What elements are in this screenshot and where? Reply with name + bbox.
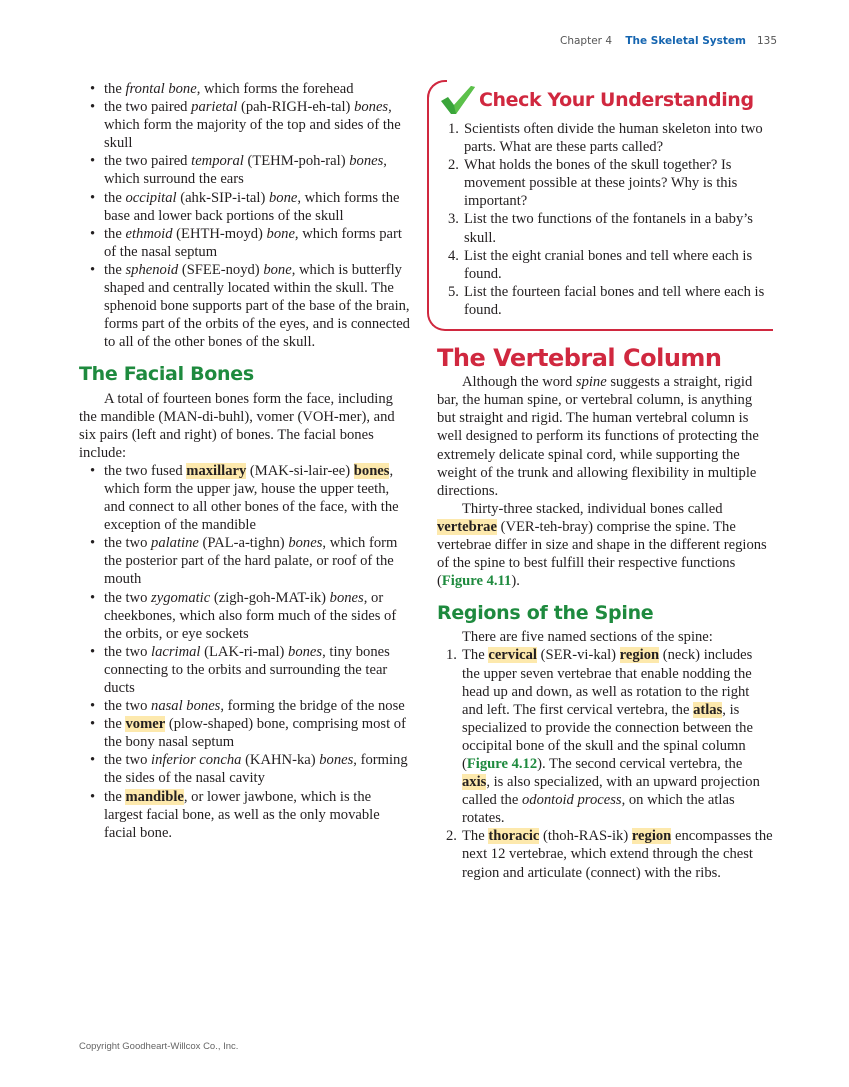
review-questions — [439, 120, 773, 319]
list-item — [104, 261, 411, 351]
text-run: (SFEE-noyd) — [178, 261, 264, 278]
text-run: , which form the majority of the top and sides of the skull — [104, 99, 401, 152]
text-run: the — [104, 716, 126, 733]
text-run: (thoh-RAS-ik) — [539, 828, 632, 845]
question-text: List the fourteen facial bones and tell where each is found. — [464, 283, 765, 318]
text-run: , which form the posterior part of the hard palate, or roof of the mouth — [104, 535, 398, 588]
list-item — [104, 462, 411, 534]
text-run: , forming the sides of the nasal cavity — [104, 752, 408, 787]
text-run: the two fused — [104, 462, 187, 479]
key-term: cervical — [488, 647, 537, 664]
question-text: What holds the bones of the skull together? Is movement possible at these joints? Why is this important? — [464, 157, 738, 210]
text-run: , which forms part of the nasal septum — [104, 225, 402, 260]
text-run: the two — [104, 643, 152, 660]
question-text: Scientists often divide the human skeleton into two parts. What are these parts called? — [464, 121, 763, 156]
text-run: , which form the upper jaw, house the upper teeth, and connect to all other bones of the face, with the exception of the mandible — [104, 462, 399, 534]
italic-term: parietal — [191, 99, 238, 116]
text-run: (MAK-si-lair-ee) — [246, 462, 354, 479]
italic-term: occipital — [125, 189, 177, 206]
italic-term: temporal — [191, 153, 244, 170]
key-term: axis — [462, 774, 487, 791]
text-run: , which is butterfly shaped and centrally located within the skull. The sphenoid bone supports part of the base of the brain, forms part of the orbits of the eyes, and is connected to all of the other bones of the skull. — [104, 261, 410, 351]
italic-term: bone — [263, 261, 292, 278]
text-run: (zigh-goh-MAT-ik) — [210, 589, 330, 606]
text-run: suggests a straight, rigid bar, the human spine, or vertebral column, is anything but straight and rigid. The human vertebral column is well designed to perform its functions of protecting the extremely delicate spinal cord, while supporting the weight of the trunk and allowing flexibility in multiple directions. — [437, 374, 759, 499]
text-run: the — [104, 788, 126, 805]
italic-term: bones — [329, 589, 364, 606]
question-number: 2. — [448, 157, 459, 174]
text-run: (plow-shaped) bone, comprising most of the bony nasal septum — [104, 716, 406, 751]
text-run: Thirty-three stacked, individual bones called — [462, 500, 723, 517]
text-run: (VER-teh-bray) comprise the spine. The vertebrae differ in size and shape in the different regions of the spine to best fulfill their respective functions ( — [437, 518, 767, 590]
italic-term: bones — [349, 153, 384, 170]
question-number: 1. — [448, 121, 459, 137]
chapter-title: The Skeletal System — [625, 35, 746, 47]
text-run: (ahk-SIP-i-tal) — [176, 189, 269, 206]
italic-term: ethmoid — [125, 225, 173, 242]
text-run: (SER-vi-kal) — [536, 647, 620, 664]
list-item — [104, 589, 411, 643]
text-run: (KAHN-ka) — [241, 752, 320, 769]
text-run: , tiny bones connecting to the orbits and surrounding the tear ducts — [104, 643, 390, 696]
list-item — [104, 751, 411, 787]
text-run: , or lower jawbone, which is the largest facial bone, as well as the only movable facial bone. — [104, 788, 380, 841]
text-run: , is also specialized, with an upward projection called the — [462, 774, 760, 809]
text-run: , is specialized to provide the connection between the occipital bone of the skull and the spinal column ( — [462, 701, 753, 772]
body-paragraph — [437, 500, 773, 590]
italic-term: odontoid process — [521, 792, 622, 809]
text-run: the — [104, 225, 126, 242]
italic-term: nasal bones — [151, 698, 221, 715]
question-number: 5. — [448, 283, 459, 300]
check-your-understanding-title: Check Your Understanding — [479, 88, 754, 111]
key-term: maxillary — [186, 462, 247, 479]
text-run: the two — [104, 752, 152, 769]
key-term: region — [631, 828, 672, 845]
text-run: , which surround the ears — [104, 153, 387, 188]
text-run: , which forms the forehead — [196, 81, 354, 97]
regions-intro: There are five named sections of the spine: — [462, 629, 713, 646]
italic-term: bone — [268, 189, 298, 206]
text-run: the two — [104, 535, 152, 552]
list-item — [104, 80, 411, 98]
text-run: The — [462, 647, 489, 664]
body-paragraph — [437, 373, 773, 500]
figure-reference: Figure 4.11 — [441, 573, 512, 590]
review-question — [448, 120, 773, 156]
text-run: (EHTH-moyd) — [172, 225, 267, 242]
right-column — [437, 80, 773, 882]
italic-term: spine — [575, 374, 607, 391]
checkmark-icon — [439, 84, 475, 116]
copyright-footer: Copyright Goodheart-Willcox Co., Inc. — [79, 1041, 239, 1052]
figure-reference: Figure 4.12 — [466, 756, 538, 772]
text-run: , on which the atlas rotates. — [462, 792, 735, 827]
list-item — [104, 697, 411, 715]
text-run: (TEHM-poh-ral) — [243, 153, 350, 170]
question-text: List the two functions of the fontanels in a baby’s skull. — [464, 211, 753, 246]
key-term: thoracic — [488, 828, 540, 845]
key-term: vomer — [125, 716, 166, 733]
facial-bones-list — [79, 462, 411, 842]
text-run: the two paired — [104, 99, 192, 116]
list-item — [104, 643, 411, 697]
text-run: The — [462, 828, 489, 845]
text-run: Although the word — [462, 374, 576, 391]
text-run: the two — [104, 589, 152, 606]
italic-term: bones — [288, 643, 323, 660]
text-run: , which forms the base and lower back portions of the skull — [104, 189, 400, 224]
list-item — [104, 152, 411, 188]
italic-term: inferior concha — [151, 752, 242, 769]
list-item — [104, 715, 411, 751]
text-run: ). The second cervical vertebra, the — [537, 756, 743, 772]
text-run: ). — [511, 573, 520, 590]
key-term: atlas — [693, 701, 723, 718]
key-term: region — [619, 647, 660, 664]
list-item — [104, 98, 411, 152]
review-question — [448, 210, 773, 246]
regions-list — [437, 646, 773, 881]
question-number: 4. — [448, 247, 459, 264]
cranial-bones-list — [79, 80, 411, 351]
text-run: encompasses the next 12 vertebrae, which extend through the chest region and articulate (connect) with the ribs. — [462, 828, 773, 881]
text-run: the two — [104, 698, 152, 715]
text-run: (neck) includes the upper seven vertebrae that enable nodding the head up and down, as well as rotation to the right and left. The first cervical vertebra, the — [462, 647, 753, 718]
list-item — [104, 189, 411, 225]
text-run: the — [104, 189, 126, 206]
facial-bones-heading: The Facial Bones — [79, 363, 254, 386]
review-question — [448, 247, 773, 283]
vertebral-column-heading: The Vertebral Column — [437, 344, 722, 373]
key-term: bones — [353, 462, 390, 479]
italic-term: bone — [266, 225, 295, 242]
text-run: the — [104, 261, 126, 278]
chapter-label: Chapter 4 — [560, 35, 612, 47]
text-run: (LAK-ri-mal) — [200, 643, 289, 660]
running-header — [560, 35, 778, 47]
left-column — [79, 80, 411, 842]
vertebral-paragraphs — [437, 373, 773, 590]
check-your-understanding-box — [427, 80, 773, 331]
facial-bones-intro: A total of fourteen bones form the face, including the mandible (MAN-di-buhl), vomer (VOH-mer), and six pairs (left and right) of bones. The facial bones include: — [79, 390, 395, 461]
review-question — [448, 156, 773, 210]
text-run: (pah-RIGH-eh-tal) — [237, 99, 355, 116]
key-term: vertebrae — [437, 518, 497, 535]
italic-term: bones — [288, 535, 323, 552]
italic-term: lacrimal — [151, 643, 201, 660]
italic-term: bones — [319, 752, 354, 769]
region-item — [446, 827, 773, 881]
page-number: 135 — [757, 35, 778, 47]
region-number: 2. — [446, 828, 457, 845]
regions-heading: Regions of the Spine — [437, 602, 654, 625]
text-run: , forming the bridge of the nose — [220, 698, 405, 715]
list-item — [104, 225, 411, 261]
text-run: (PAL-a-tighn) — [198, 535, 289, 552]
key-term: mandible — [125, 788, 184, 805]
region-number: 1. — [446, 647, 457, 664]
italic-term: palatine — [151, 535, 199, 552]
italic-term: frontal bone — [125, 81, 197, 97]
list-item — [104, 534, 411, 588]
review-question — [448, 283, 773, 319]
italic-term: zygomatic — [151, 589, 211, 606]
region-item — [446, 646, 773, 827]
list-item — [104, 788, 411, 842]
italic-term: sphenoid — [125, 261, 179, 278]
italic-term: bones — [354, 99, 389, 116]
text-run: the two paired — [104, 153, 192, 170]
text-run: , or cheekbones, which also form much of the sides of the orbits, or eye sockets — [104, 589, 397, 642]
text-run: the — [104, 81, 126, 97]
question-number: 3. — [448, 211, 459, 228]
question-text: List the eight cranial bones and tell where each is found. — [464, 247, 753, 282]
